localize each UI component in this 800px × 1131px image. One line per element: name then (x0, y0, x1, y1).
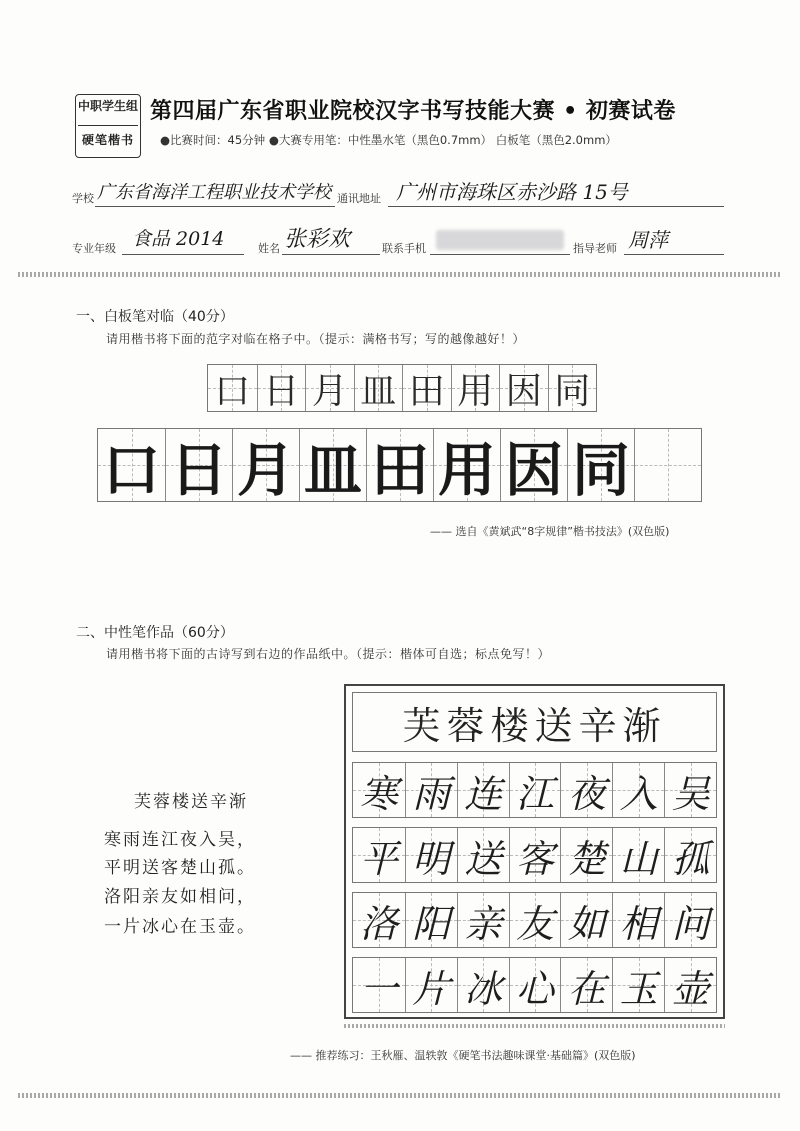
practice-cell: 用 (433, 429, 500, 501)
work-cell: 阳 (405, 893, 457, 947)
model-cell: 同 (548, 365, 597, 411)
work-title-box (352, 692, 717, 752)
school-label: 学校 (72, 192, 94, 205)
practice-cell: 同 (567, 429, 634, 501)
work-cell: 片 (405, 958, 457, 1012)
address-field (388, 178, 724, 207)
work-cell: 冰 (457, 958, 509, 1012)
practice-cell: 口 (98, 429, 165, 501)
work-cell: 连 (457, 763, 509, 817)
grade-value: 食品 2014 (132, 228, 225, 250)
work-cell: 相 (612, 893, 664, 947)
work-cell: 心 (509, 958, 561, 1012)
work-cell: 友 (509, 893, 561, 947)
work-cell: 楚 (560, 828, 612, 882)
teacher-value: 周萍 (628, 228, 668, 252)
work-cell: 吴 (664, 763, 716, 817)
phone-field (430, 222, 570, 255)
poem-title: 芙蓉楼送辛渐 (134, 792, 248, 812)
model-cell: 月 (305, 365, 354, 411)
practice-cell: 因 (500, 429, 567, 501)
work-cell: 在 (560, 958, 612, 1012)
work-cell: 入 (612, 763, 664, 817)
model-cell: 用 (451, 365, 500, 411)
model-character-grid (207, 364, 597, 412)
header-divider (18, 272, 780, 277)
work-paper (344, 684, 725, 1019)
school-field (95, 178, 335, 207)
work-cell: 送 (457, 828, 509, 882)
work-row (352, 957, 717, 1013)
work-cell: 如 (560, 893, 612, 947)
work-cell: 孤 (664, 828, 716, 882)
name-value: 张彩欢 (284, 227, 351, 252)
paper-bottom-rule (344, 1024, 725, 1028)
school-value: 广东省海洋工程职业技术学校 (97, 182, 331, 203)
work-cell: 壶 (664, 958, 716, 1012)
work-cell: 寒 (353, 763, 405, 817)
model-cell: 田 (402, 365, 451, 411)
practice-cell: 皿 (299, 429, 366, 501)
model-cell: 因 (499, 365, 548, 411)
teacher-field (624, 222, 724, 255)
poem-line: 平明送客楚山孤。 (104, 858, 256, 878)
work-cell: 客 (509, 828, 561, 882)
address-label: 通讯地址 (337, 192, 381, 205)
poem-line: 一片冰心在玉壶。 (104, 917, 256, 937)
work-cell: 雨 (405, 763, 457, 817)
section2-instruction: 请用楷书将下面的古诗写到右边的作品纸中。（提示：楷体可自选；标点免写！） (106, 647, 551, 661)
section1-instruction: 请用楷书将下面的范字对临在格子中。（提示：满格书写；写的越像越好！） (106, 332, 526, 346)
exam-title: 第四届广东省职业院校汉字书写技能大赛 • 初赛试卷 (150, 99, 676, 124)
name-label: 姓名 (258, 242, 280, 255)
redacted-phone (436, 230, 564, 250)
badge-style-label: 硬笔楷书 (81, 133, 134, 147)
teacher-label: 指导老师 (573, 242, 617, 255)
practice-cell: 月 (232, 429, 299, 501)
work-cell: 平 (353, 828, 405, 882)
section2-title: 二、中性笔作品（60分） (76, 625, 234, 641)
work-cell: 明 (405, 828, 457, 882)
phone-label: 联系手机 (382, 242, 426, 255)
practice-cell: 田 (366, 429, 433, 501)
work-cell: 山 (612, 828, 664, 882)
badge-divider (78, 125, 138, 126)
work-cell: 亲 (457, 893, 509, 947)
work-cell: 夜 (560, 763, 612, 817)
poem-line: 洛阳亲友如相问， (104, 887, 256, 907)
work-cell: 玉 (612, 958, 664, 1012)
practice-cell: 日 (165, 429, 232, 501)
poem-line: 寒雨连江夜入吴， (104, 830, 256, 850)
work-cell: 江 (509, 763, 561, 817)
name-field (282, 222, 380, 255)
work-row (352, 827, 717, 883)
section1-title: 一、白板笔对临（40分） (76, 309, 234, 325)
practice-cell (634, 429, 701, 501)
grade-label: 专业年级 (72, 242, 116, 255)
work-cell: 问 (664, 893, 716, 947)
section2-credit: —— 推荐练习：王秋雁、温轶敦《硬笔书法趣味课堂·基础篇》(双色版) (290, 1049, 636, 1062)
practice-character-grid (97, 428, 702, 502)
grade-field (122, 222, 244, 255)
address-value: 广州市海珠区赤沙路 15号 (396, 180, 628, 204)
footer-divider (18, 1093, 780, 1098)
model-cell: 口 (208, 365, 257, 411)
work-title: 芙蓉楼送辛渐 (402, 703, 667, 748)
category-badge (75, 94, 141, 158)
model-cell: 皿 (354, 365, 403, 411)
work-cell: 洛 (353, 893, 405, 947)
model-cell: 日 (257, 365, 306, 411)
work-row (352, 762, 717, 818)
exam-subtitle: ●比赛时间：45分钟 ●大赛专用笔：中性墨水笔（黑色0.7mm） 白板笔（黑色2.0mm） (160, 133, 617, 147)
badge-group-label: 中职学生组 (77, 99, 138, 113)
section1-credit: —— 选自《黄斌武“8字规律”楷书技法》(双色版) (430, 525, 670, 538)
work-cell: 一 (353, 958, 405, 1012)
work-row (352, 892, 717, 948)
